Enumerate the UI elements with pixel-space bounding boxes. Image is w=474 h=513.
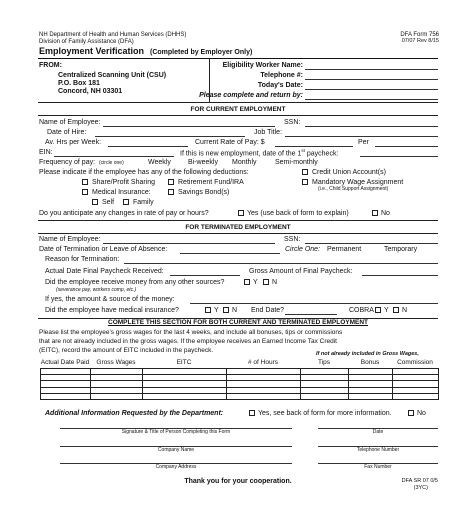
other-money-question: Did the employee receive money from any other sources? [45,279,225,286]
retirement-checkbox[interactable] [168,179,174,185]
other-money-no-label: N [272,279,278,286]
termination-permanent[interactable]: Permanent [327,246,362,253]
freq-semimonthly[interactable]: Semi-monthly [275,159,318,166]
thank-you-message: Thank you for your cooperation. [184,478,292,485]
date-of-hire-label: Date of Hire: [47,129,87,136]
mandatory-wage-checkbox[interactable] [302,179,308,185]
share-profit-label: Share/Profit Sharing [92,179,156,186]
additional-no-checkbox[interactable] [408,410,414,416]
first-paycheck-label: If this is new employment, date of the 1st paycheck: [180,148,339,158]
medical-no-checkbox[interactable] [223,307,229,313]
freq-monthly[interactable]: Monthly [232,159,257,166]
table-cell[interactable] [227,393,301,399]
col-hours: # of Hours [248,359,278,366]
medical-end-date-field[interactable] [285,314,337,315]
rate-change-no-label: No [381,210,390,217]
frequency-circle-note: (circle one) [99,159,124,166]
cobra-yes-label: Y [384,307,389,314]
per-field[interactable] [375,146,438,147]
freq-biweekly[interactable]: Bi-weekly [188,159,218,166]
termination-date-field[interactable] [180,253,280,254]
other-money-note: (severance pay, workers comp, etc.) [56,287,137,293]
other-money-no-checkbox[interactable] [263,279,269,285]
col-date-paid: Actual Date Paid [40,359,90,366]
job-title-field[interactable] [285,136,438,137]
company-name-label: Company Name [157,447,195,453]
cobra-no-label: N [402,307,408,314]
footer-form-code: DFA SR 07 0/5 [401,478,438,484]
col-eitc: EITC [176,359,192,366]
from-line3: Concord, NH 03301 [58,88,123,95]
both-instructions-3: (EITC), record the amount of EITC included in the paycheck. [39,347,214,354]
medical-family-label: Family [133,199,154,206]
table-cell[interactable] [349,393,393,399]
col-bonus: Bonus [360,359,380,366]
rate-change-yes-checkbox[interactable] [238,210,244,216]
telephone-label: Telephone #: [260,72,303,79]
freq-weekly[interactable]: Weekly [148,159,171,166]
hrs-per-week-label: Av. Hrs per Week: [45,139,102,146]
table-note: If not already included in Gross Wages, [316,351,419,357]
todays-date-label: Today's Date: [257,82,303,89]
other-money-amount-field[interactable] [190,303,438,304]
rate-change-yes-label: Yes (use back of form to explain) [247,210,349,217]
final-paycheck-gross-field[interactable] [362,275,438,276]
table-cell[interactable] [301,393,349,399]
terminated-title-rule [38,233,438,234]
share-profit-checkbox[interactable] [82,179,88,185]
fax-number-label: Fax Number [364,464,392,470]
footer-form-sub: (3YC) [413,485,428,491]
form-subtitle: (Completed by Employer Only) [150,48,253,56]
hrs-per-week-field[interactable] [108,146,188,147]
current-title-rule [38,115,438,116]
ein-label: EIN: [39,149,53,156]
from-bottom-rule [38,102,438,103]
cobra-label: COBRA [349,307,374,314]
agency-division: Division of Family Assistance (DFA) [39,39,134,45]
form-number: DFA Form 756 [400,32,439,38]
medical-family-checkbox[interactable] [123,199,129,205]
current-ssn-field[interactable] [305,126,438,127]
table-cell[interactable] [393,393,439,399]
signature-date-label: Date [372,429,384,435]
col-gross-wages: Gross Wages [96,359,136,366]
terminated-ssn-field[interactable] [305,243,438,244]
table-row [41,393,439,399]
other-money-amount-label: If yes, the amount & source of the money: [45,296,175,303]
cobra-yes-checkbox[interactable] [375,307,381,313]
medical-self-checkbox[interactable] [92,199,98,205]
worker-name-field[interactable] [305,69,438,70]
deductions-label: Please indicate if the employee has any of the following deductions: [39,169,249,176]
medical-self-label: Self [102,199,115,206]
from-line1: Centralized Scanning Unit (CSU) [58,72,167,79]
telephone-number-label: Telephone Number [356,447,400,453]
final-paycheck-date-field[interactable] [170,275,240,276]
from-line2: P.O. Box 181 [58,80,100,87]
medical-insurance-label: Medical Insurance: [92,189,151,196]
current-employee-name-label: Name of Employee: [39,119,101,126]
credit-union-label: Credit Union Account(s) [312,169,386,176]
form-revision: 07/07 Rev 8/15 [401,38,439,44]
medical-no-label: N [232,307,238,314]
termination-circle-one: Circle One: [285,246,321,253]
other-money-yes-checkbox[interactable] [244,279,250,285]
rate-of-pay-label: Current Rate of Pay: $ [195,139,265,146]
return-by-field[interactable] [305,99,438,100]
additional-yes-label: Yes, see back of form for more information. [258,410,392,417]
worker-name-label: Eligibility Worker Name: [222,62,303,69]
terminated-section-title: FOR TERMINATED EMPLOYMENT [185,224,291,231]
other-money-yes-label: Y [253,279,258,286]
medical-end-date-label: End Date? [251,307,285,314]
terminated-ssn-label: SSN: [284,236,301,243]
both-instructions-2: that are not already included in the gross wages. If the employee receives an Earned Income Tax Credit [39,338,337,345]
terminated-employee-name-label: Name of Employee: [39,236,101,243]
rate-of-pay-field[interactable] [275,146,353,147]
table-cell[interactable] [91,393,143,399]
mandatory-wage-note: (i.e., Child Support Assignment) [318,186,389,192]
agency-name: NH Department of Health and Human Services (DHHS) [39,32,187,38]
rate-change-no-checkbox[interactable] [372,210,378,216]
medical-insurance-question: Did the employee have medical insurance? [45,307,179,314]
from-label: FROM: [39,62,62,69]
additional-no-label: No [417,410,426,417]
termination-date-label: Date of Termination or Leave of Absence: [39,246,168,253]
termination-reason-label: Reason for Termination: [45,256,120,263]
job-title-label: Job Title: [254,129,283,136]
company-address-label: Company Address [155,464,197,470]
form-title: Employment Verification [39,46,145,56]
col-tips: Tips [317,359,331,366]
todays-date-field[interactable] [305,89,438,90]
rate-change-question: Do you anticipate any changes in rate of pay or hours? [39,210,209,217]
current-bottom-rule [38,220,438,221]
header-rule [38,58,438,59]
both-section-title: COMPLETE THIS SECTION FOR BOTH CURRENT AND TERMINATED EMPLOYMENT [108,319,368,326]
mandatory-wage-label: Mandatory Wage Assignment [312,179,404,186]
table-cell[interactable] [41,393,91,399]
credit-union-checkbox[interactable] [302,169,308,175]
termination-temporary[interactable]: Temporary [384,246,418,253]
medical-yes-checkbox[interactable] [205,307,211,313]
date-of-hire-field[interactable] [95,136,245,137]
current-section-title: FOR CURRENT EMPLOYMENT [190,106,286,113]
both-instructions-1: Please list the employee's gross wages for the last 4 weeks, and include all bonuses, tips or commissions [39,329,343,336]
table-cell[interactable] [143,393,227,399]
current-employee-name-field[interactable] [103,126,275,127]
per-label: Per [358,139,369,146]
medical-insurance-checkbox[interactable] [82,189,88,195]
savings-bond-checkbox[interactable] [168,189,174,195]
cobra-no-checkbox[interactable] [393,307,399,313]
final-paycheck-date-label: Actual Date Final Paycheck Received: [45,268,164,275]
retirement-label: Retirement Fund/IRA [178,179,244,186]
col-commission: Commission [397,359,433,366]
medical-yes-label: Y [214,307,219,314]
final-paycheck-gross-label: Gross Amount of Final Paycheck: [249,268,353,275]
terminated-employee-name-field[interactable] [103,243,275,244]
telephone-field[interactable] [305,79,438,80]
additional-info-label: Additional Information Requested by the Department: [45,410,224,417]
first-paycheck-field[interactable] [360,156,438,157]
signature-label: Signature & Title of Person Completing this Form [121,429,231,435]
savings-bond-label: Savings Bond(s) [178,189,230,196]
frequency-label: Frequency of pay: [39,159,96,166]
ein-field[interactable] [54,156,174,157]
wages-table [40,368,439,400]
termination-reason-field[interactable] [124,263,438,264]
additional-yes-checkbox[interactable] [249,410,255,416]
return-by-label: Please complete and return by: [199,92,303,99]
current-ssn-label: SSN: [284,119,301,126]
